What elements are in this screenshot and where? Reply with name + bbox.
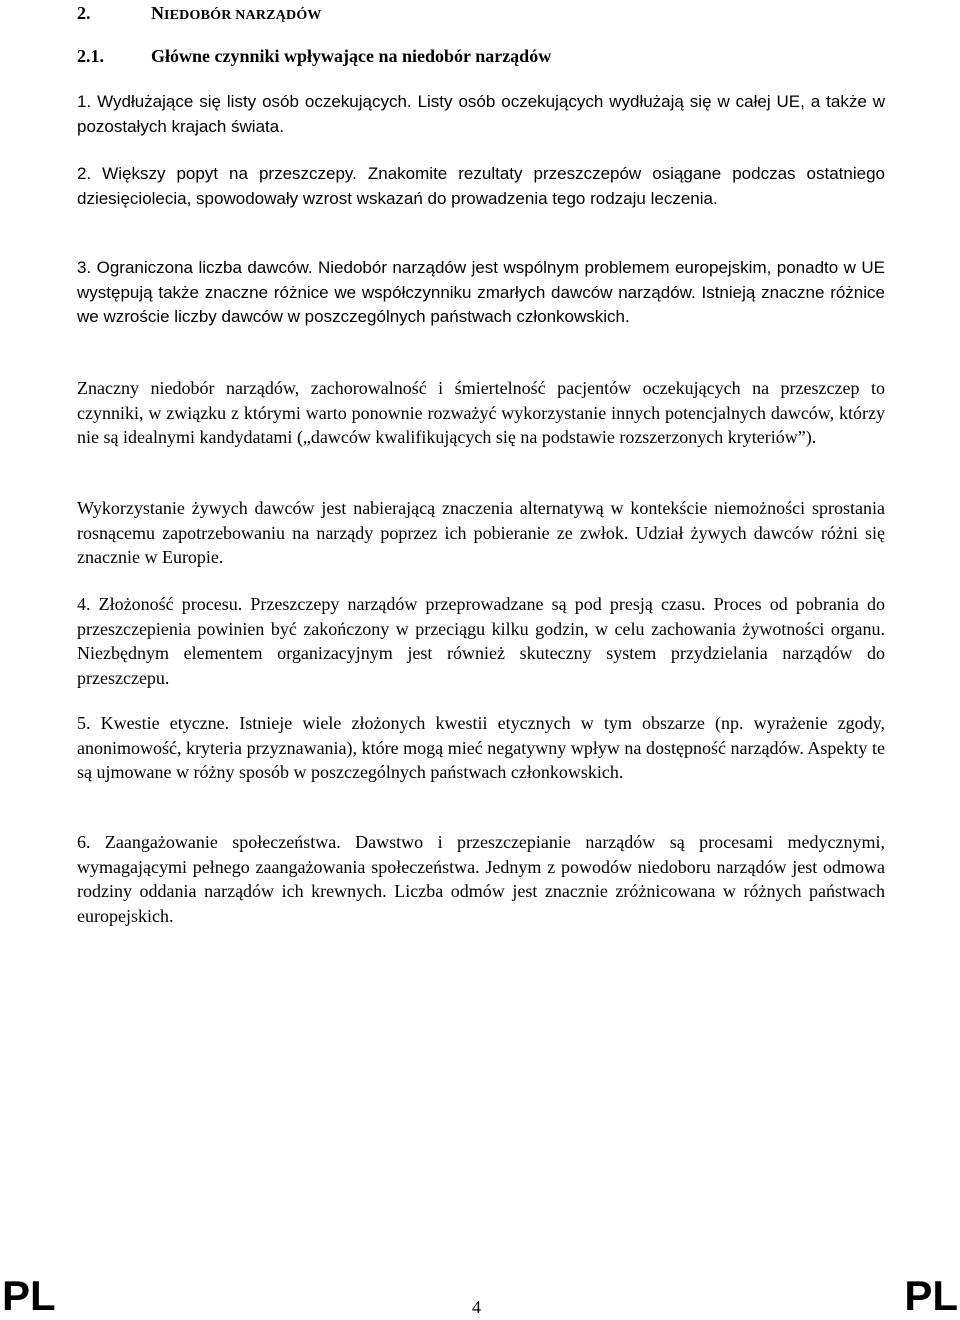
page-number: 4	[472, 1297, 481, 1317]
subsection-heading	[77, 44, 551, 68]
subsection-number: 2.1.	[77, 46, 104, 66]
paragraph-donor-count: 3. Ograniczona liczba dawców. Niedobór narządów jest wspólnym problemem europejskim, ponadto w UE występują także znaczne różnice we współczynniku zmarłych dawców narządów. Istnieją znaczne różnice we wzroście liczby dawców w poszczególnych państwach członkowskich.	[77, 258, 885, 326]
section-title-rest: IEDOBÓR NARZĄDÓW	[164, 8, 322, 23]
paragraph-waiting-lists: 1. Wydłużające się listy osób oczekujących. Listy osób oczekujących wydłużają się w całej UE, a także w pozostałych krajach świata.	[77, 92, 885, 136]
footer-language-label-left: PL	[2, 1272, 56, 1319]
paragraph-complexity: 4. Złożoność procesu. Przeszczepy narządów przeprowadzane są pod presją czasu. Proces od pobrania do przeszczepienia powinien być zakończony w przeciągu kilku godzin, w celu zachowania żywotności organu. Niezbędnym elementem organizacyjnym jest również skuteczny system przydzielania narządów do przeszczepu.	[77, 594, 885, 688]
paragraph-society: 6. Zaangażowanie społeczeństwa. Dawstwo i przeszczepianie narządów są procesami medycznymi, wymagającymi pełnego zaangażowania społeczeństwa. Jednym z powodów niedoboru narządów jest odmowa rodziny oddania narządów ich krewnych. Liczba odmów jest znacznie zróżnicowana w różnych państwach europejskich.	[77, 832, 885, 926]
paragraph-ethics: 5. Kwestie etyczne. Istnieje wiele złożonych kwestii etycznych w tym obszarze (np. wyrażenie zgody, anonimowość, kryteria przyznawania), które mogą mieć negatywny wpływ na dostępność narządów. Aspekty te są ujmowane w różny sposób w poszczególnych państwach członkowskich.	[77, 713, 885, 782]
section-heading	[77, 1, 322, 28]
paragraph-living-donors: Wykorzystanie żywych dawców jest nabierającą znaczenia alternatywą w kontekście niemożności sprostania rosnącemu zapotrzebowaniu na narządy poprzez ich pobieranie ze zwłok. Udział żywych dawców różni się znacznie w Europie.	[77, 498, 885, 567]
subsection-title: Główne czynniki wpływające na niedobór narządów	[151, 46, 552, 66]
section-number: 2.	[77, 3, 91, 23]
paragraph-shortage: Znaczny niedobór narządów, zachorowalność i śmiertelność pacjentów oczekujących na przeszczep to czynniki, w związku z którymi warto ponownie rozważyć wykorzystanie innych potencjalnych dawców, którzy nie są idealnymi kandydatami („dawców kwalifikujących się na podstawie rozszerzonych kryteriów”).	[77, 378, 885, 447]
paragraph-demand: 2. Większy popyt na przeszczepy. Znakomite rezultaty przeszczepów osiągane podczas ostatniego dziesięciolecia, spowodowały wzrost wskazań do prowadzenia tego rodzaju leczenia.	[77, 164, 885, 208]
section-title-initial: N	[151, 3, 164, 23]
footer-language-label-right: PL	[904, 1272, 958, 1319]
